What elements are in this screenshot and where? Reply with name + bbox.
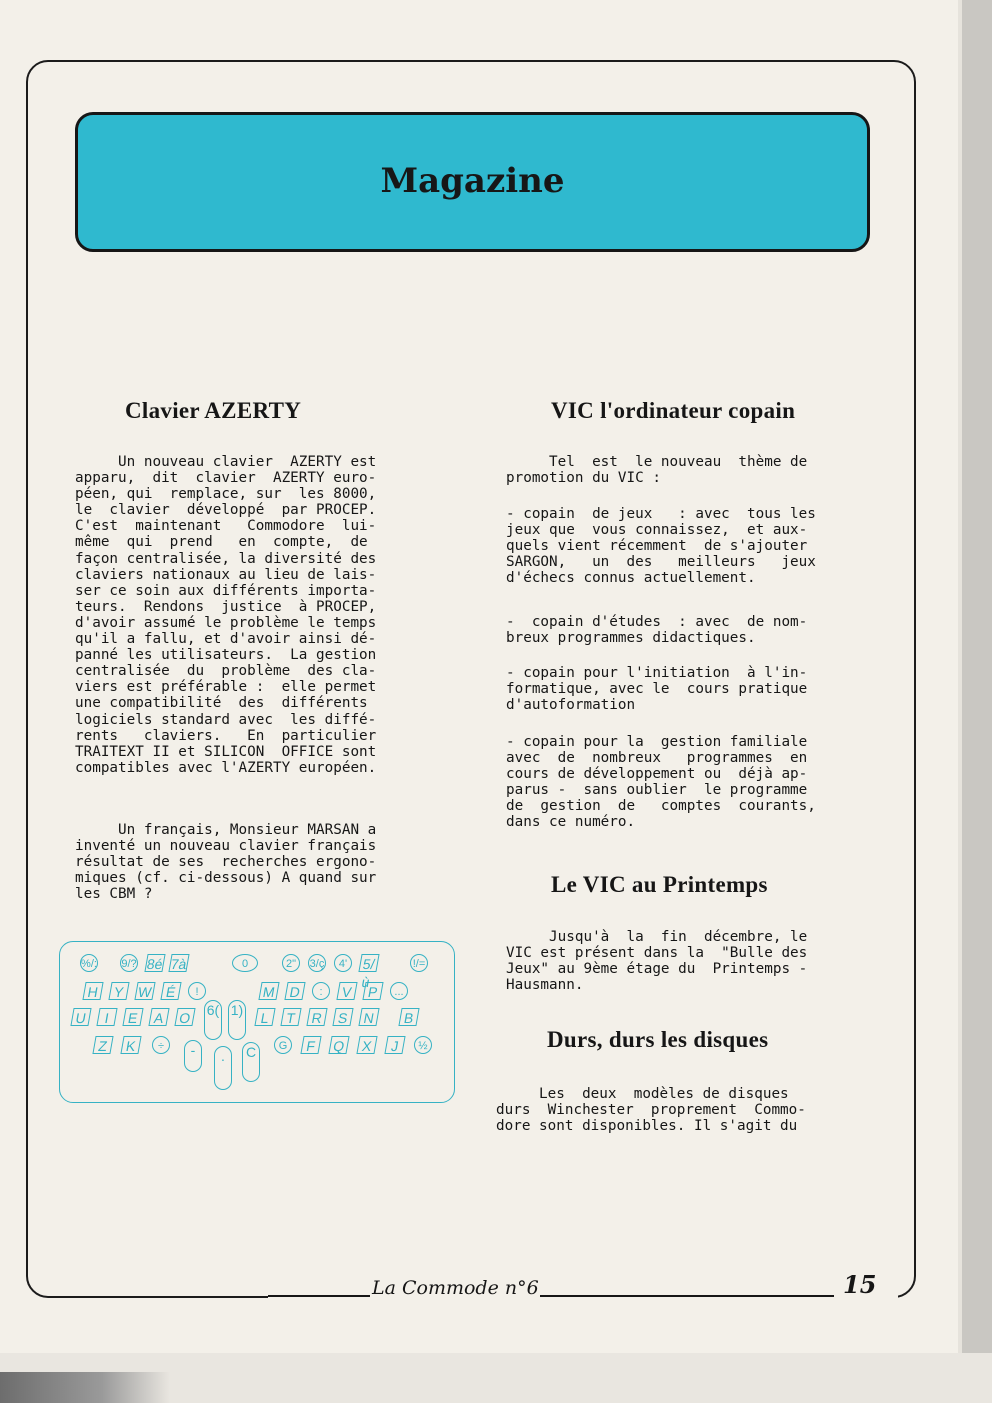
figure-key: 5/ù <box>358 954 379 972</box>
figure-key: Y <box>108 982 129 1000</box>
footer-rule-left <box>268 1295 370 1297</box>
figure-key: 3/ç <box>308 954 326 972</box>
list-item-etudes: - copain d'études : avec de nom- breux programmes didactiques. <box>506 614 808 647</box>
figure-key: C <box>242 1042 260 1082</box>
figure-key: 8é <box>145 956 165 972</box>
figure-key: ! <box>188 982 206 1000</box>
figure-key: W <box>134 982 155 1000</box>
figure-key: !/= <box>410 954 428 972</box>
figure-key: ÷ <box>152 1036 170 1054</box>
figure-key: É <box>160 982 181 1000</box>
figure-key: 1) <box>228 1000 246 1040</box>
figure-key: K <box>120 1036 141 1054</box>
magazine-title: La Commode n°6 <box>372 1277 539 1299</box>
figure-key: ½ <box>414 1036 432 1054</box>
figure-key: O <box>174 1008 195 1026</box>
paragraph-vic-intro: Tel est le nouveau thème de promotion du VIC : <box>506 454 808 487</box>
list-item-gestion: - copain pour la gestion familiale avec de nombreux programmes en cours de développement ou déjà ap- parus - sans oublier le programme de gestion de comptes courants, dans ce numéro. <box>506 734 816 831</box>
paragraph-clavier-2: Un français, Monsieur MARSAN a inventé un nouveau clavier français résultat de ses recherches ergono- miques (cf. ci-dessous) A quand sur les CBM ? <box>75 822 377 903</box>
figure-key: F <box>300 1036 321 1054</box>
figure-key: X <box>356 1036 377 1054</box>
paragraph-disques: Les deux modèles de disques durs Winchester proprement Commo- dore sont disponibles. Il s'agit du <box>496 1086 806 1135</box>
page-edge <box>958 0 992 1403</box>
section-title: Magazine <box>380 161 565 201</box>
keyboard-layout-figure <box>59 941 455 1103</box>
figure-key: L <box>254 1008 275 1026</box>
figure-key: S <box>332 1008 353 1026</box>
figure-key: B <box>398 1008 419 1026</box>
figure-key: D <box>284 982 305 1000</box>
figure-key: H <box>82 982 103 1000</box>
heading-vic-printemps: Le VIC au Printemps <box>551 872 768 897</box>
figure-key: 0 <box>232 954 258 972</box>
figure-key: I <box>96 1008 117 1026</box>
figure-key: - <box>184 1040 202 1072</box>
figure-key: R <box>306 1008 327 1026</box>
figure-key: U <box>70 1008 91 1026</box>
figure-key: 4' <box>334 954 352 972</box>
figure-key: M <box>258 982 279 1000</box>
figure-key: Z <box>92 1036 113 1054</box>
figure-key: . <box>214 1046 232 1090</box>
list-item-initiation: - copain pour l'initiation à l'in- formatique, avec le cours pratique d'autoformation <box>506 665 808 714</box>
figure-key: Q <box>328 1036 349 1054</box>
figure-key: P <box>362 982 383 1000</box>
figure-key: ... <box>390 982 408 1000</box>
figure-key: V <box>336 982 357 1000</box>
paragraph-printemps: Jusqu'à la fin décembre, le VIC est présent dans la "Bulle des Jeux" au 9ème étage du Printemps - Hausmann. <box>506 929 808 994</box>
figure-key: 2" <box>282 954 300 972</box>
page-number: 15 <box>843 1270 877 1299</box>
figure-key: 9/? <box>120 954 138 972</box>
figure-key: E <box>122 1008 143 1026</box>
figure-key: N <box>358 1008 379 1026</box>
section-banner <box>75 112 870 252</box>
heading-vic-copain: VIC l'ordinateur copain <box>551 398 796 423</box>
list-item-jeux: - copain de jeux : avec tous les jeux que vous connaissez, et aux- quels vient récemment de s'ajouter SARGON, un des meilleurs jeux d'échecs connus actuellement. <box>506 506 816 587</box>
figure-key: 7à <box>169 956 189 972</box>
figure-key: A <box>148 1008 169 1026</box>
figure-key: %/: <box>80 954 98 972</box>
figure-key: 6( <box>204 1000 222 1040</box>
figure-key: J <box>384 1036 405 1054</box>
paragraph-clavier-1: Un nouveau clavier AZERTY est apparu, dit clavier AZERTY euro- péen, qui remplace, sur les 8000, le clavier développé par PROCEP. C'est maintenant Commodore lui- même qui prend en compte, de façon centralisée, la diversité des claviers nationaux au lieu de lais- ser ce soin aux différents importa- teurs. Rendons justice à PROCEP, d'avoir assumé le problème le temps qu'il a fallu, et d'avoir ainsi dé- panné les utilisateurs. La gestion centralisée du problème des cla- viers est préférable : elle permet une compatibilité des différents logiciels standard avec les diffé- rents claviers. En particulier TRAITEXT II et SILICON OFFICE sont compatibles avec l'AZERTY européen. <box>75 454 377 776</box>
figure-key: : <box>312 982 330 1000</box>
figure-key: T <box>280 1008 301 1026</box>
heading-clavier-azerty: Clavier AZERTY <box>125 398 302 423</box>
frame-footer-gap <box>268 1285 898 1301</box>
figure-key: G <box>274 1036 292 1054</box>
scan-shadow <box>0 1372 170 1403</box>
heading-disques: Durs, durs les disques <box>547 1027 769 1052</box>
footer-rule-right <box>540 1295 834 1297</box>
